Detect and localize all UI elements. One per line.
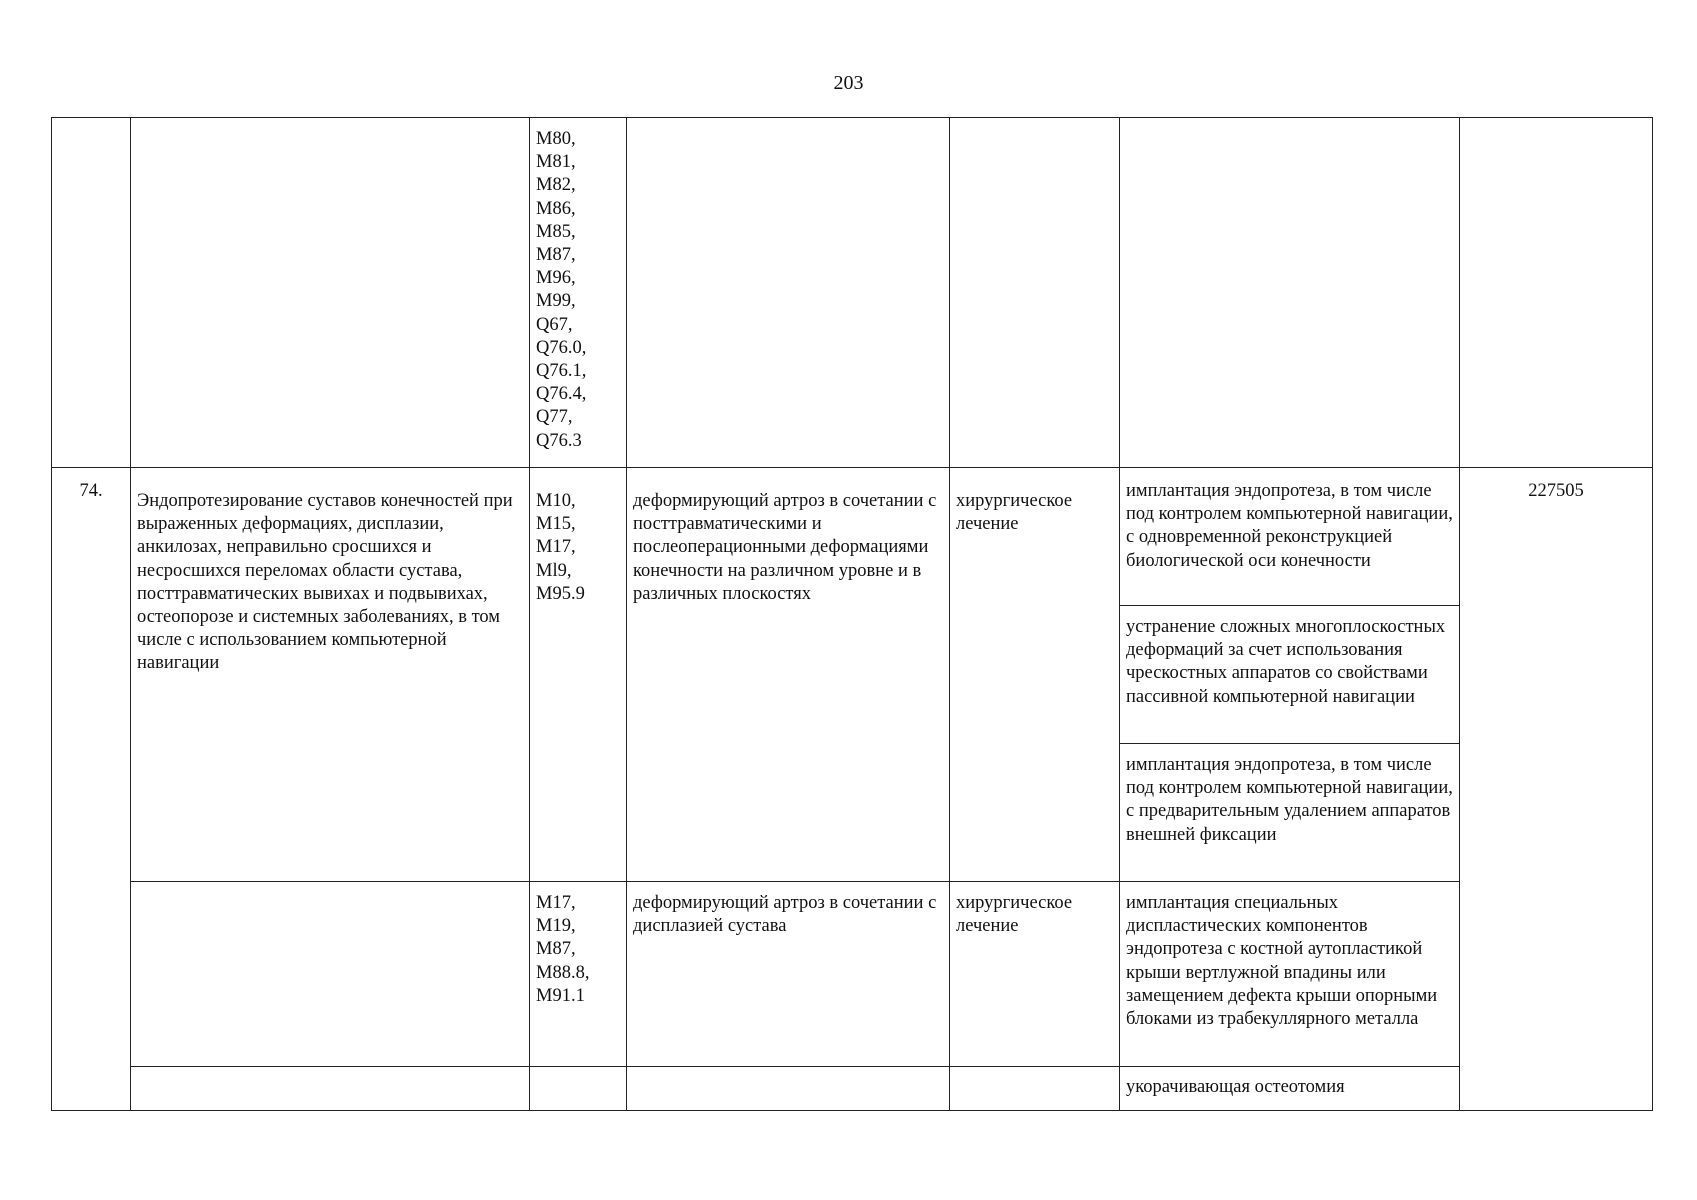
icd-code: M10, [536, 491, 576, 511]
condition-cell-empty [627, 118, 950, 468]
icd-code: M17, [536, 893, 576, 913]
method-cell: имплантация специальных диспластических компонентов эндопротеза с костной аутопластикой крыши вертлужной впадины или замещением дефекта крыши опорными блоками из трабекуллярного металла [1120, 882, 1460, 1067]
entry-name: Эндопротезирование суставов конечностей при выраженных деформациях, дисплазии, анкилозах, неправильно сросшихся и несросшихся переломах области сустава, посттравматических вывихах и подвывихах, остеопорозе и системных заболеваниях, в том числе с использованием компьютерной навигации [131, 468, 530, 882]
method-cell: устранение сложных многоплоскостных деформаций за счет использования чрескостных аппаратов со свойствами пассивной компьютерной навигации [1120, 606, 1460, 744]
icd-codes-cell [530, 468, 627, 882]
method-cell: имплантация эндопротеза, в том числе под контролем компьютерной навигации, с одновременной реконструкцией биологической оси конечности [1120, 468, 1460, 606]
treatment-cell-empty [950, 118, 1120, 468]
name-cell-empty [131, 1067, 530, 1111]
condition-cell: деформирующий артроз в сочетании с дисплазией сустава [627, 882, 950, 1067]
price-cell-empty [1460, 118, 1653, 468]
icd-code: M19, [536, 916, 576, 937]
icd-code: M95.9 [536, 583, 585, 604]
icd-code: M86, [536, 198, 576, 219]
method-cell: имплантация эндопротеза, в том числе под контролем компьютерной навигации, с предварительным удалением аппаратов внешней фиксации [1120, 744, 1460, 882]
treatment-cell-empty [950, 1067, 1120, 1111]
codes-cell-empty [530, 1067, 627, 1111]
number-cell-empty [52, 118, 131, 468]
price-cell: 227505 [1460, 468, 1653, 1111]
icd-code: M82, [536, 175, 576, 196]
icd-code: Q76.4, [536, 384, 587, 405]
entry-number: 74. [52, 468, 131, 1111]
method-cell: укорачивающая остеотомия [1120, 1067, 1460, 1111]
condition-cell-empty [627, 1067, 950, 1111]
name-cell-empty [131, 882, 530, 1067]
icd-code: M17, [536, 537, 576, 558]
icd-code: M96, [536, 268, 576, 289]
icd-code: Ml9, [536, 560, 572, 581]
icd-code: Q76.0, [536, 337, 587, 358]
icd-code: Q76.3 [536, 430, 582, 451]
icd-code: M81, [536, 152, 576, 173]
icd-code: M15, [536, 514, 576, 535]
icd-code: Q67, [536, 314, 573, 335]
icd-code: M80, [536, 129, 576, 149]
treatment-cell: хирургическое лечение [950, 882, 1120, 1067]
table-row [52, 1067, 1653, 1111]
icd-code: M88.8, [536, 962, 590, 983]
method-cell-empty [1120, 118, 1460, 468]
condition-cell: деформирующий артроз в сочетании с посттравматическими и послеоперационными деформациями конечности на различном уровне и в различных плоскостях [627, 468, 950, 882]
medical-care-table [51, 117, 1653, 1111]
table-row [52, 468, 1653, 606]
icd-codes-cell [530, 882, 627, 1067]
icd-code: M99, [536, 291, 576, 312]
icd-code: Q77, [536, 407, 573, 428]
page-number: 203 [833, 72, 864, 94]
icd-code: M91.1 [536, 985, 585, 1006]
name-cell-empty [131, 118, 530, 468]
icd-code: M85, [536, 221, 576, 242]
icd-code: M87, [536, 245, 576, 266]
icd-code: M87, [536, 939, 576, 960]
treatment-cell: хирургическое лечение [950, 468, 1120, 882]
continuation-row [52, 118, 1653, 468]
icd-codes-cell [530, 118, 627, 468]
table-row [52, 882, 1653, 1067]
icd-code: Q76.1, [536, 361, 587, 382]
